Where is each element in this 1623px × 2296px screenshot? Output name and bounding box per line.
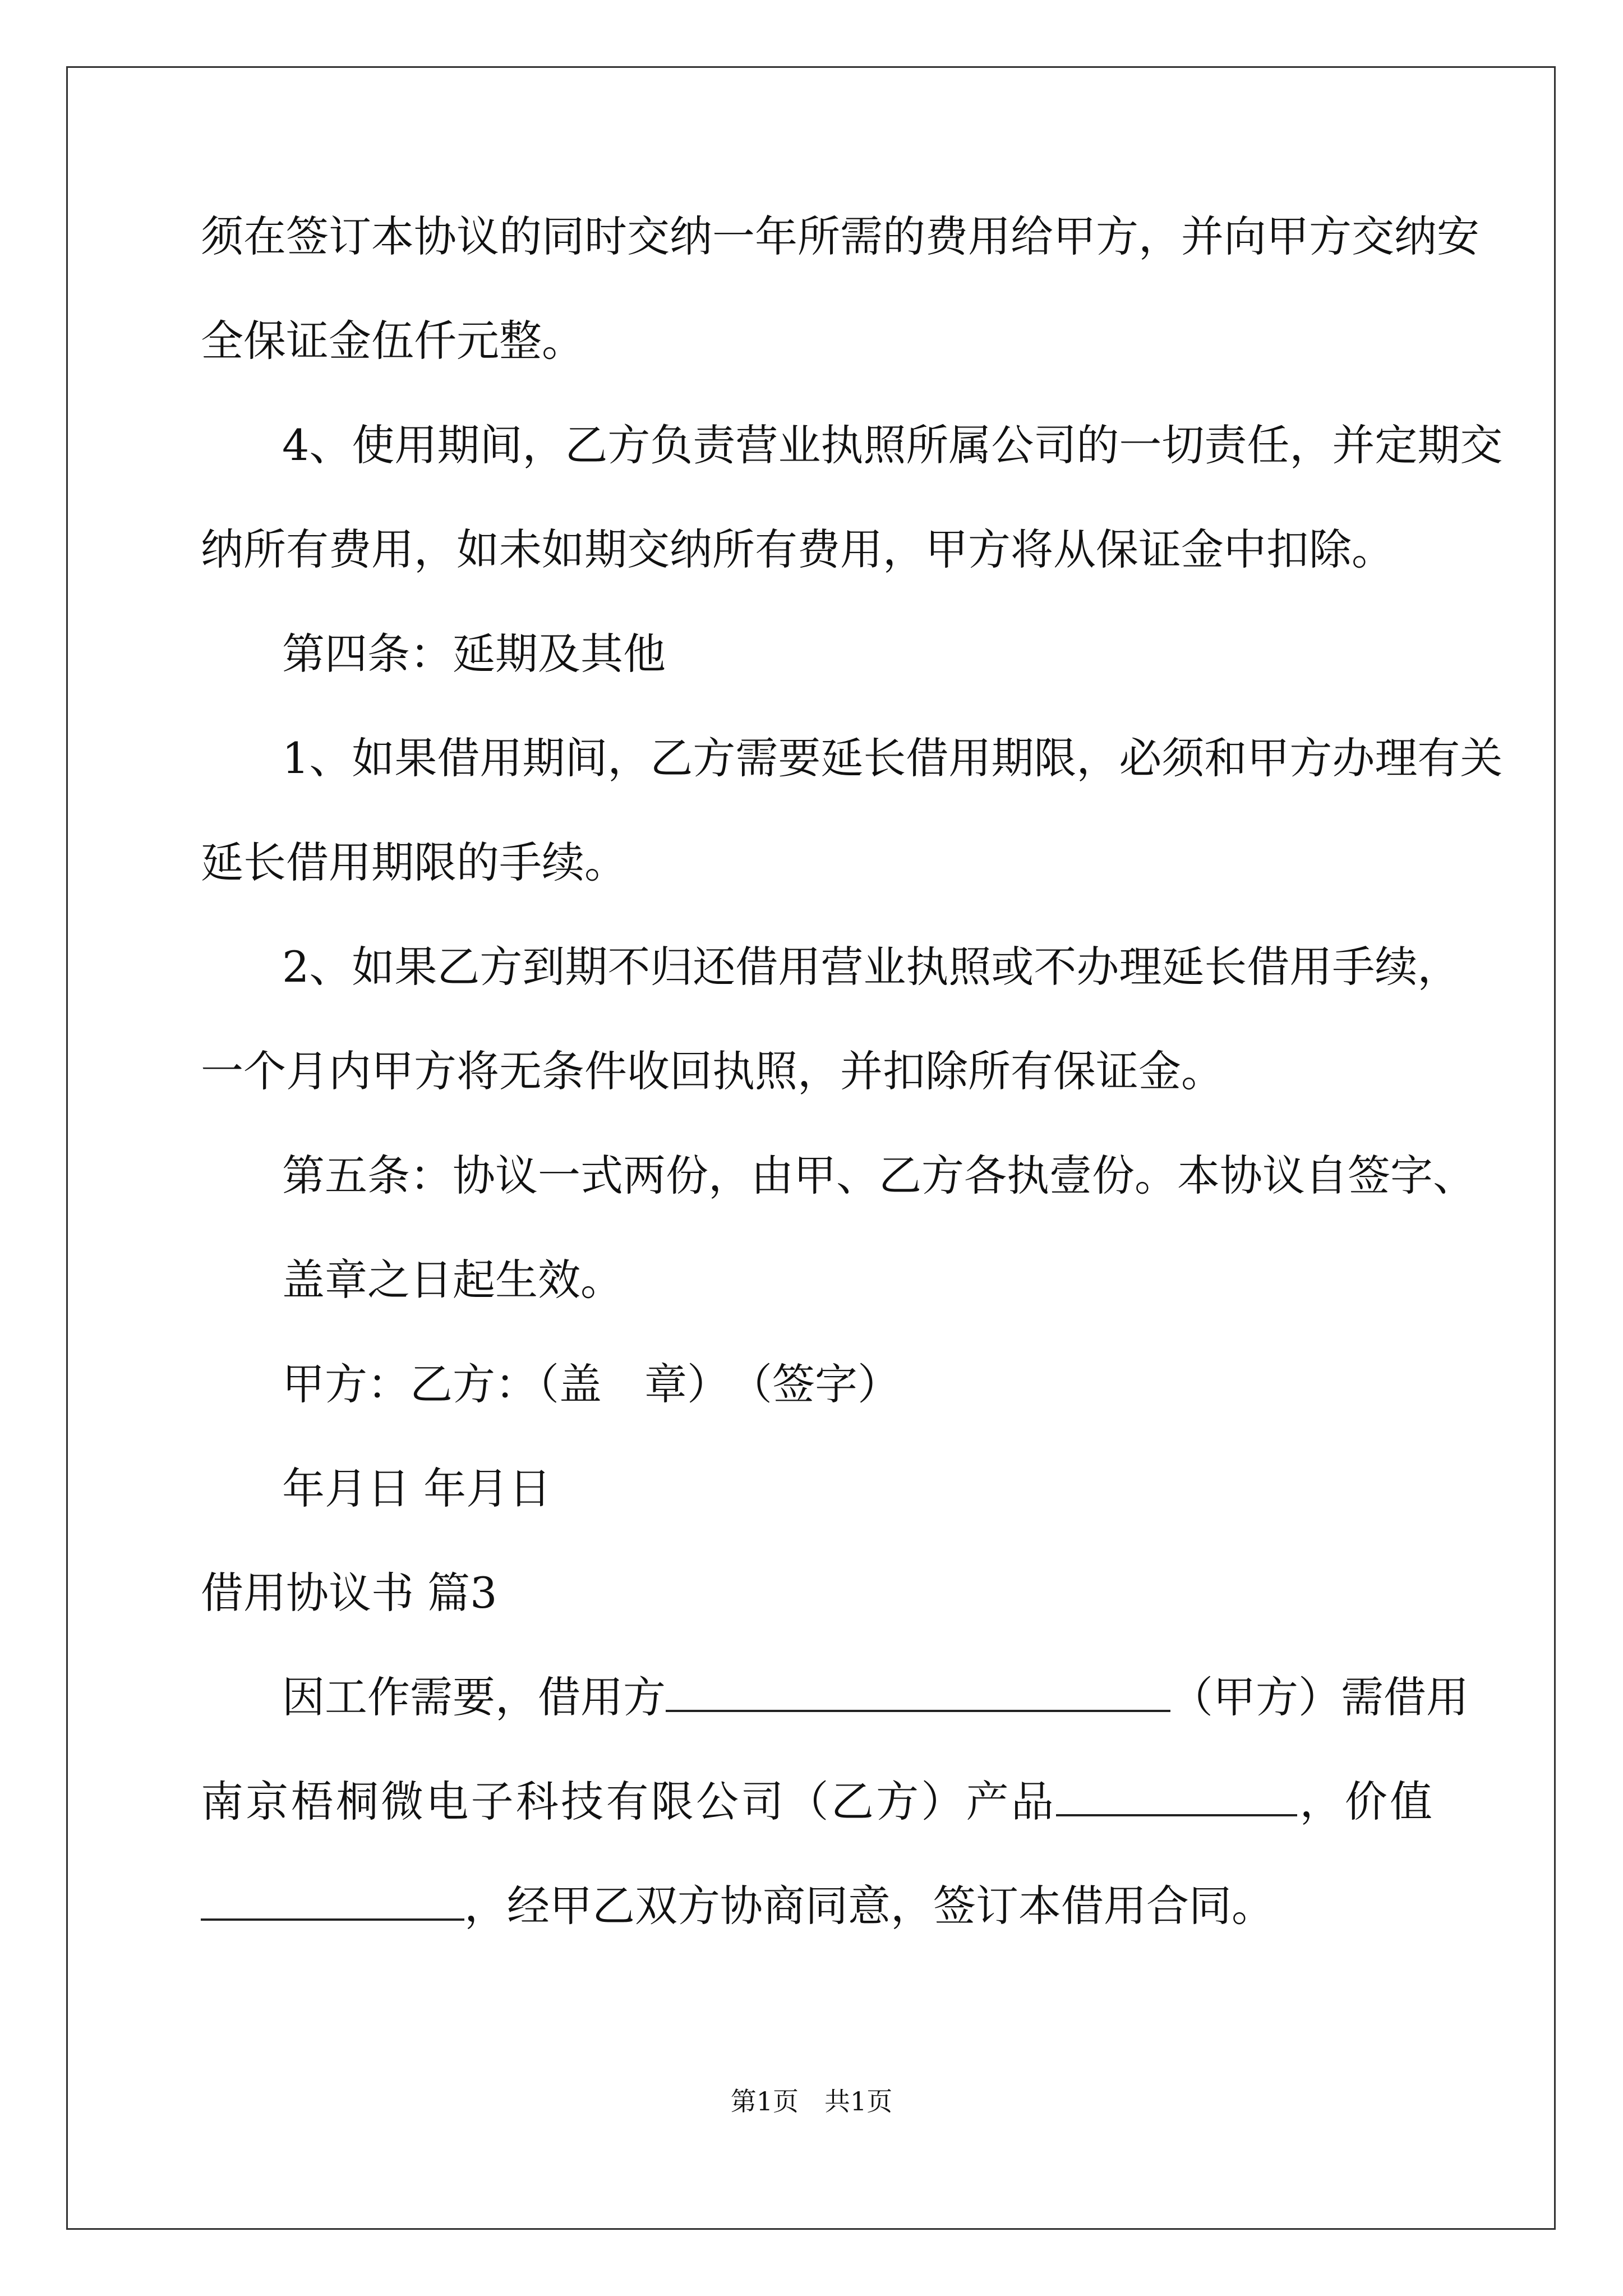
- paragraph-line: 一个月内甲方将无条件收回执照，并扣除所有保证金。: [201, 1046, 1224, 1096]
- signature-line: 甲方：乙方：（盖 章） （签字）: [282, 1359, 900, 1409]
- borrower-blank-field[interactable]: [666, 1673, 1170, 1712]
- agreement-suffix: ，经甲乙双方协商同意，签订本借用合同。: [464, 1881, 1274, 1931]
- borrower-suffix: （甲方）需借用: [1170, 1672, 1469, 1722]
- paragraph-line: 第五条：协议一式两份，由甲、乙方各执壹份。本协议自签字、: [282, 1151, 1476, 1200]
- date-line: 年月日 年月日: [282, 1464, 552, 1513]
- paragraph-line: 延长借用期限的手续。: [201, 838, 627, 887]
- paragraph-line: 盖章之日起生效。: [282, 1255, 623, 1305]
- value-suffix: ，价值: [1297, 1777, 1433, 1826]
- paragraph-line: [282, 1669, 1469, 1726]
- paragraph-line: 全保证金伍仟元整。: [201, 316, 584, 366]
- section-title: 借用协议书 篇3: [201, 1568, 497, 1618]
- paragraph-line: 须在签订本协议的同时交纳一年所需的费用给甲方，并向甲方交纳安: [201, 211, 1479, 261]
- paragraph-line: 纳所有费用，如未如期交纳所有费用，甲方将从保证金中扣除。: [201, 524, 1394, 574]
- value-blank-field[interactable]: [201, 1881, 464, 1921]
- section-heading: 第四条：延期及其他: [282, 629, 666, 679]
- paragraph-line: 4、使用期间，乙方负责营业执照所属公司的一切责任，并定期交: [282, 420, 1503, 470]
- paragraph-line: 2、如果乙方到期不归还借用营业执照或不办理延长借用手续，: [282, 942, 1460, 992]
- paragraph-line: [201, 1774, 1432, 1830]
- borrower-prefix: 因工作需要，借用方: [282, 1672, 666, 1722]
- page-footer: 第1页 共1页: [730, 2086, 893, 2116]
- product-blank-field[interactable]: [1056, 1777, 1297, 1816]
- paragraph-line: 1、如果借用期间，乙方需要延长借用期限，必须和甲方办理有关: [282, 733, 1503, 783]
- paragraph-line: [201, 1878, 1274, 1934]
- lender-prefix: 南京梧桐微电子科技有限公司（乙方）产品: [201, 1777, 1057, 1826]
